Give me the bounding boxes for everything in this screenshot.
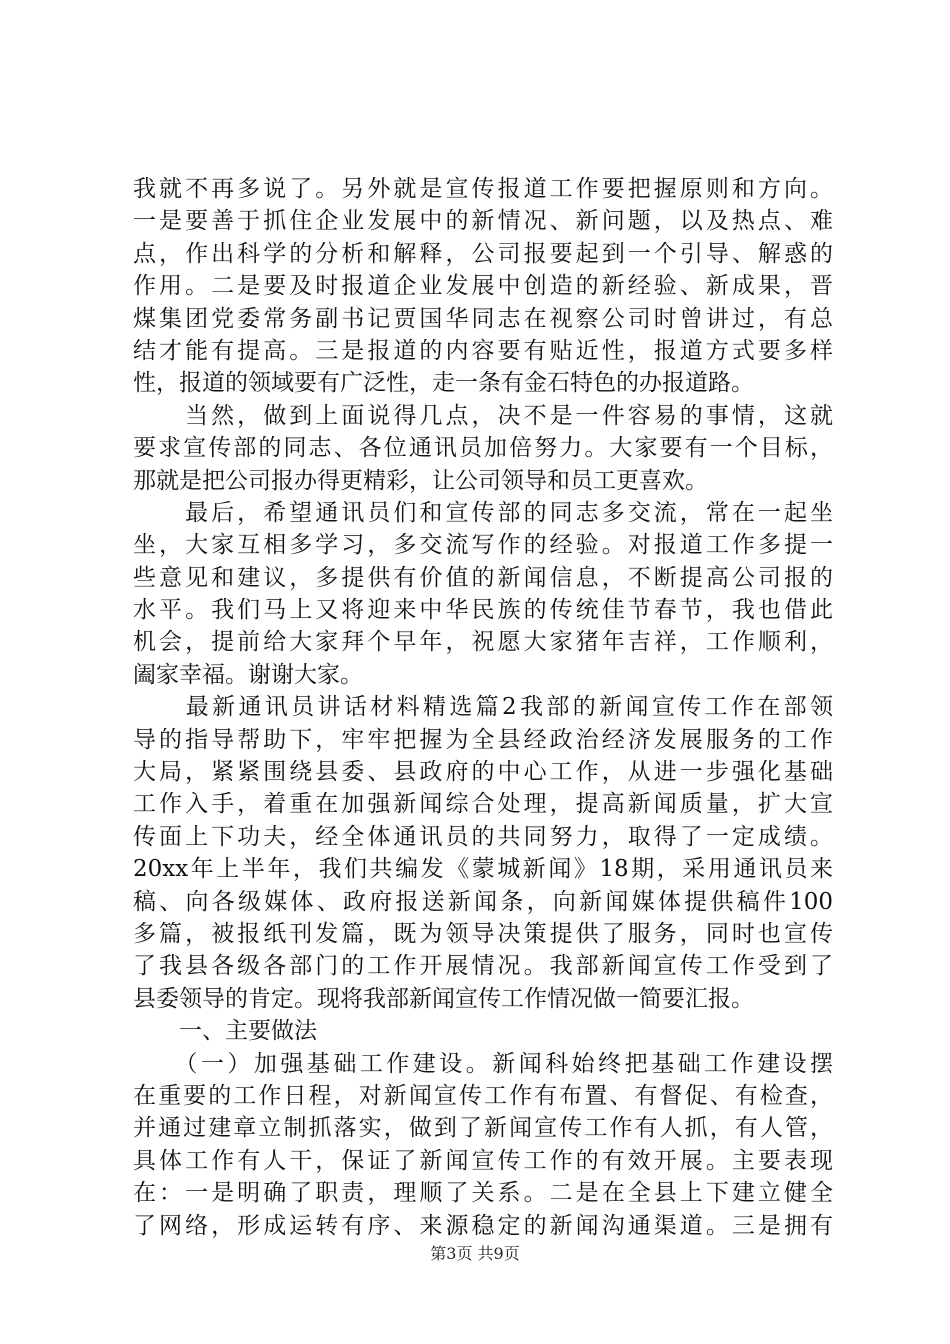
text-line: 那就是把公司报办得更精彩，让公司领导和员工更喜欢。 <box>133 467 708 494</box>
page-footer: 第3页 共9页 <box>430 1244 520 1263</box>
text-line: 在重要的工作日程，对新闻宣传工作有布置、有督促、有检查， <box>133 1082 833 1109</box>
text-line: 一是要善于抓住企业发展中的新情况、新问题，以及热点、难 <box>133 208 833 235</box>
text-line: 具体工作有人干，保证了新闻宣传工作的有效开展。主要表现 <box>133 1147 833 1174</box>
text-line: 水平。我们马上又将迎来中华民族的传统佳节春节，我也借此 <box>133 597 833 624</box>
text-line: 煤集团党委常务副书记贾国华同志在视察公司时曾讲过，有总 <box>133 305 833 332</box>
text-line: 导的指导帮助下，牢牢把握为全县经政治经济发展服务的工作 <box>133 726 833 753</box>
text-line: 大局，紧紧围绕县委、县政府的中心工作，从进一步强化基础 <box>133 759 833 786</box>
text-line: 阖家幸福。谢谢大家。 <box>133 661 363 688</box>
text-line: （一）加强基础工作建设。新闻科始终把基础工作建设摆 <box>133 1050 833 1077</box>
text-line: 我就不再多说了。另外就是宣传报道工作要把握原则和方向。 <box>133 176 833 202</box>
text-line: 结才能有提高。三是报道的内容要有贴近性，报道方式要多样 <box>133 337 833 364</box>
text-line: 性，报道的领域要有广泛性，走一条有金石特色的办报道路。 <box>133 370 754 397</box>
text-line: 点，作出科学的分析和解释，公司报要起到一个引导、解惑的 <box>133 240 833 267</box>
body-text <box>133 173 833 1242</box>
text-line: 在：一是明确了职责，理顺了关系。二是在全县上下建立健全 <box>133 1180 833 1207</box>
text-line: 当然，做到上面说得几点，决不是一件容易的事情，这就 <box>133 402 833 429</box>
text-line: 一、主要做法 <box>133 1018 317 1045</box>
text-line: 传面上下功夫，经全体通讯员的共同努力，取得了一定成绩。 <box>133 823 833 850</box>
text-line: 作用。二是要及时报道企业发展中创造的新经验、新成果，晋 <box>133 273 833 300</box>
text-line: 20xx年上半年，我们共编发《蒙城新闻》18期，采用通讯员来 <box>133 856 833 883</box>
text-line: 坐，大家互相多学习，多交流写作的经验。对报道工作多提一 <box>133 532 833 559</box>
text-line: 要求宣传部的同志、各位通讯员加倍努力。大家要有一个目标， <box>133 435 833 462</box>
text-line: 些意见和建议，多提供有价值的新闻信息，不断提高公司报的 <box>133 564 833 591</box>
text-line: 县委领导的肯定。现将我部新闻宣传工作情况做一简要汇报。 <box>133 985 754 1012</box>
text-line: 了我县各级各部门的工作开展情况。我部新闻宣传工作受到了 <box>133 953 833 980</box>
text-line: 机会，提前给大家拜个早年，祝愿大家猪年吉祥，工作顺利， <box>133 629 833 656</box>
text-line: 并通过建章立制抓落实，做到了新闻宣传工作有人抓，有人管， <box>133 1115 833 1142</box>
text-line: 最后，希望通讯员们和宣传部的同志多交流，常在一起坐 <box>133 499 833 526</box>
text-line: 了网络，形成运转有序、来源稳定的新闻沟通渠道。三是拥有 <box>133 1212 833 1239</box>
text-line: 多篇，被报纸刊发篇，既为领导决策提供了服务，同时也宣传 <box>133 920 833 947</box>
text-line: 工作入手，着重在加强新闻综合处理，提高新闻质量，扩大宣 <box>133 791 833 818</box>
text-line: 稿、向各级媒体、政府报送新闻条，向新闻媒体提供稿件100 <box>133 888 833 915</box>
text-line: 最新通讯员讲话材料精选篇2我部的新闻宣传工作在部领 <box>133 694 833 721</box>
